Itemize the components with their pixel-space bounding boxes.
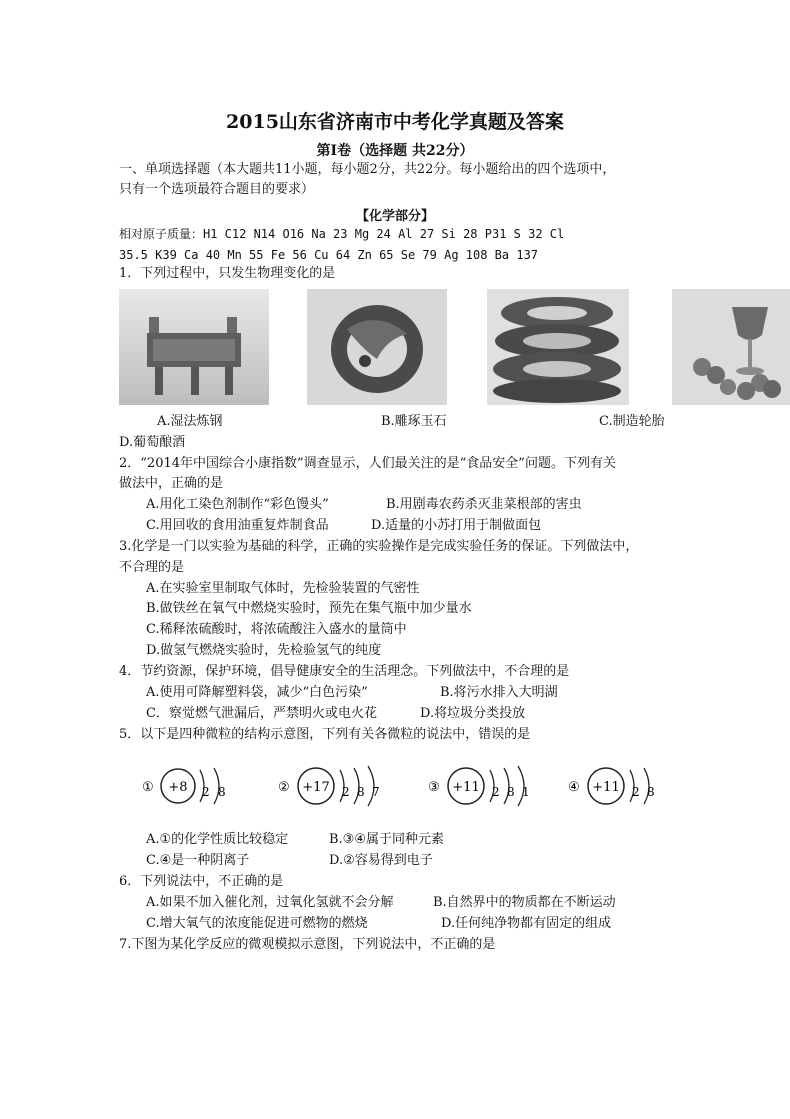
atom-3-shell-1: 2: [492, 785, 500, 799]
atom-4-shell-1: 2: [632, 785, 640, 799]
q1-option-b[interactable]: B.雕琢玉石: [381, 414, 447, 429]
q3-option-a[interactable]: A.在实验室里制取气体时，先检验装置的气密性: [146, 581, 420, 596]
atomic-structure-diagrams: [142, 760, 662, 812]
atom-diagram-1: [142, 768, 226, 804]
q4-option-d[interactable]: D.将垃圾分类投放: [420, 706, 526, 721]
section-instruction-line1: 一、单项选择题（本大题共11小题，每小题2分，共22分。每小题给出的四个选项中，: [119, 162, 616, 177]
atomic-masses-line1: 相对原子质量：H1 C12 N14 O16 Na 23 Mg 24 Al 27 Si 28 P31 S 32 Cl: [119, 227, 565, 241]
atom-4-nucleus: +11: [592, 780, 620, 795]
atom-diagram-3: [428, 766, 530, 806]
atom-diagram-2: [278, 766, 380, 806]
q5-stem: 5．以下是四种微粒的结构示意图，下列有关各微粒的说法中，错误的是: [119, 727, 531, 742]
q3-stem-line2: 不合理的是: [119, 560, 185, 575]
atom-1-shell-2: 8: [218, 785, 226, 799]
q1-option-a[interactable]: A.湿法炼钢: [157, 414, 223, 429]
atom-2-label: ②: [278, 780, 290, 795]
atom-3-label: ③: [428, 780, 440, 795]
atom-4-label: ④: [568, 780, 580, 795]
atom-1-label: ①: [142, 780, 154, 795]
q3-stem-line1: 3.化学是一门以实验为基础的科学，正确的实验操作是完成实验任务的保证。下列做法中，: [119, 539, 639, 554]
q4-option-c[interactable]: C．察觉燃气泄漏后，严禁明火或电火花: [146, 706, 377, 721]
q5-option-c[interactable]: C.④是一种阴离子: [146, 853, 250, 868]
atom-1-shell-1: 2: [202, 785, 210, 799]
q2-stem-line1: 2．“2014年中国综合小康指数”调查显示，人们最关注的是“食品安全”问题。下列有关: [119, 456, 616, 471]
q7-stem: 7.下图为某化学反应的微观模拟示意图，下列说法中，不正确的是: [119, 937, 496, 952]
q6-option-c[interactable]: C.增大氧气的浓度能促进可燃物的燃烧: [146, 916, 368, 931]
q4-option-a[interactable]: A.使用可降解塑料袋，减少“白色污染”: [146, 685, 368, 700]
atom-3-shell-3: 1: [522, 785, 530, 799]
atom-2-shell-1: 2: [342, 785, 350, 799]
q6-stem: 6．下列说法中，不正确的是: [119, 874, 284, 889]
q5-option-d[interactable]: D.②容易得到电子: [329, 853, 433, 868]
q4-stem: 4．节约资源，保护环境，倡导健康安全的生活理念。下列做法中，不合理的是: [119, 664, 570, 679]
atom-4-shell-2: 8: [647, 785, 655, 799]
bronze-cauldron-photo: [119, 289, 269, 405]
atom-2-nucleus: +17: [302, 780, 330, 795]
q6-option-a[interactable]: A.如果不加入催化剂，过氧化氢就不会分解: [146, 895, 394, 910]
exam-title: 2015山东省济南市中考化学真题及答案: [226, 111, 564, 133]
q2-option-d[interactable]: D.适量的小苏打用于制做面包: [371, 518, 542, 533]
q5-option-b[interactable]: B.③④属于同种元素: [329, 832, 444, 847]
atomic-masses-line2: 35.5 K39 Ca 40 Mn 55 Fe 56 Cu 64 Zn 65 Se 79 Ag 108 Ba 137: [119, 248, 539, 262]
q2-stem-line2: 做法中，正确的是: [119, 476, 224, 491]
q3-option-d[interactable]: D.做氢气燃烧实验时，先检验氢气的纯度: [146, 643, 382, 658]
q5-option-a[interactable]: A.①的化学性质比较稳定: [146, 832, 289, 847]
jade-carving-photo: [307, 289, 447, 405]
atom-3-shell-2: 8: [507, 785, 515, 799]
q1-option-c[interactable]: C.制造轮胎: [599, 414, 665, 429]
atom-3-nucleus: +11: [452, 780, 480, 795]
volume-heading: 第Ⅰ卷（选择题 共22分）: [316, 143, 474, 159]
chemistry-section-heading: 【化学部分】: [355, 209, 434, 224]
q3-option-c[interactable]: C.稀释浓硫酸时，将浓硫酸注入盛水的量筒中: [146, 622, 407, 637]
q2-option-c[interactable]: C.用回收的食用油重复炸制食品: [146, 518, 329, 533]
atom-1-nucleus: +8: [168, 780, 188, 795]
q6-option-d[interactable]: D.任何纯净物都有固定的组成: [441, 916, 612, 931]
q3-option-b[interactable]: B.做铁丝在氧气中燃烧实验时，预先在集气瓶中加少量水: [146, 601, 472, 616]
q2-option-a[interactable]: A.用化工染色剂制作“彩色馒头”: [146, 497, 329, 512]
atom-2-shell-3: 7: [372, 785, 380, 799]
tires-photo: [487, 289, 629, 405]
q6-option-b[interactable]: B.自然界中的物质都在不断运动: [433, 895, 616, 910]
q4-option-b[interactable]: B.将污水排入大明湖: [440, 685, 558, 700]
q1-option-d[interactable]: D.葡萄酿酒: [119, 435, 186, 450]
grapes-wine-photo: [672, 289, 790, 405]
atom-diagram-4: [568, 768, 655, 804]
q2-option-b[interactable]: B.用剧毒农药杀灭韭菜根部的害虫: [386, 497, 582, 512]
q1-stem: 1．下列过程中，只发生物理变化的是: [119, 266, 336, 281]
section-instruction-line2: 只有一个选项最符合题目的要求）: [119, 182, 315, 197]
atom-2-shell-2: 8: [357, 785, 365, 799]
